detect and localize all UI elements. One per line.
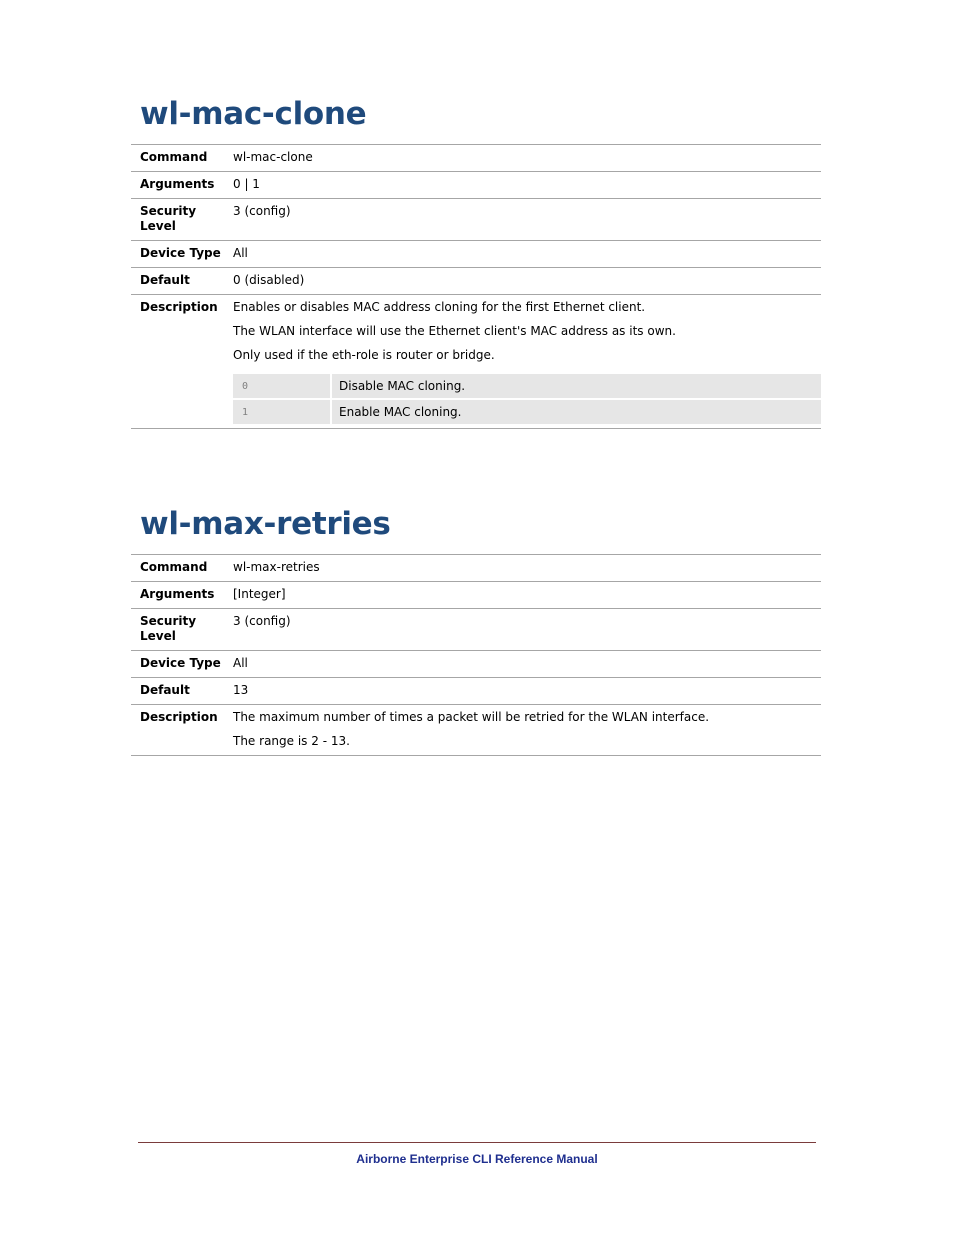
command-section-wl-max-retries — [131, 500, 821, 756]
options-table — [233, 372, 821, 426]
option-row — [233, 374, 821, 398]
table-row-command — [131, 145, 821, 172]
row-label: Device Type — [131, 241, 224, 268]
description-paragraph: Only used if the eth-role is router or bridge. — [233, 348, 495, 362]
table-row-description — [131, 705, 821, 756]
row-value: wl-mac-clone — [224, 145, 821, 172]
row-label-line2: Level — [140, 629, 176, 643]
row-label: Description — [131, 705, 224, 756]
row-value: 0 (disabled) — [224, 268, 821, 295]
section-title: wl-mac-clone — [140, 96, 367, 132]
table-row-default — [131, 678, 821, 705]
table-row-device-type — [131, 241, 821, 268]
row-value: All — [224, 241, 821, 268]
row-value: wl-max-retries — [224, 555, 821, 582]
footer-divider — [138, 1142, 816, 1143]
row-label-line1: Security — [140, 204, 197, 218]
table-row-arguments — [131, 582, 821, 609]
description-paragraph: The maximum number of times a packet will be retried for the WLAN interface. — [233, 710, 710, 724]
row-label: Arguments — [131, 172, 224, 199]
table-row-default — [131, 268, 821, 295]
row-label: Arguments — [131, 582, 224, 609]
description-paragraph: The WLAN interface will use the Ethernet client's MAC address as its own. — [233, 324, 676, 338]
row-label: Default — [131, 268, 224, 295]
row-value: 13 — [224, 678, 821, 705]
option-code: 1 — [233, 400, 332, 424]
table-row-device-type — [131, 651, 821, 678]
row-label: Command — [131, 145, 224, 172]
row-value: 0 | 1 — [224, 172, 821, 199]
row-value: [Integer] — [224, 582, 821, 609]
row-value: 3 (config) — [224, 199, 821, 241]
table-row-security-level — [131, 199, 821, 241]
row-label: Default — [131, 678, 224, 705]
row-label: Command — [131, 555, 224, 582]
row-label-line1: Security — [140, 614, 197, 628]
row-value — [224, 295, 821, 429]
option-code: 0 — [233, 374, 332, 398]
option-description: Enable MAC cloning. — [332, 400, 821, 424]
option-row — [233, 400, 821, 424]
row-value — [224, 705, 821, 756]
row-label-line2: Level — [140, 219, 176, 233]
table-row-description — [131, 295, 821, 429]
row-label — [131, 199, 224, 241]
row-label: Description — [131, 295, 224, 429]
description-paragraph: Enables or disables MAC address cloning for the first Ethernet client. — [233, 300, 646, 314]
section-title: wl-max-retries — [140, 506, 391, 542]
table-row-command — [131, 555, 821, 582]
row-label: Device Type — [131, 651, 224, 678]
command-section-wl-mac-clone — [131, 90, 821, 429]
command-spec-table — [131, 554, 821, 756]
option-description: Disable MAC cloning. — [332, 374, 821, 398]
description-paragraph: The range is 2 - 13. — [233, 734, 350, 748]
table-row-security-level — [131, 609, 821, 651]
footer-title: Airborne Enterprise CLI Reference Manual — [356, 1152, 598, 1166]
row-label — [131, 609, 224, 651]
row-value: 3 (config) — [224, 609, 821, 651]
command-spec-table — [131, 144, 821, 429]
table-row-arguments — [131, 172, 821, 199]
row-value: All — [224, 651, 821, 678]
